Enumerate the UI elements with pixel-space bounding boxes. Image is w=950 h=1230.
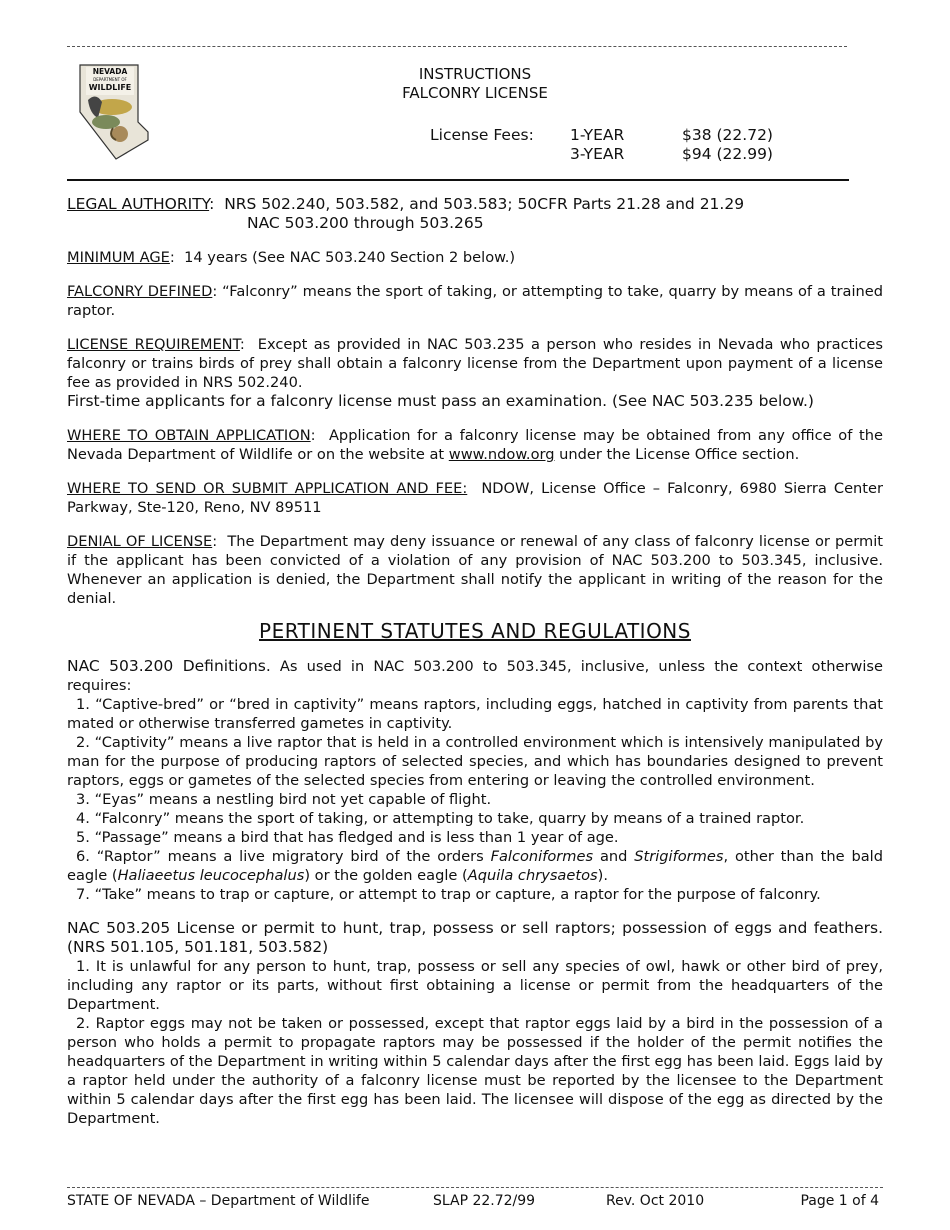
falconry-defined-text: “Falconry” means the sport of taking, or attempting to take, quarry by means of a trained raptor. <box>67 283 883 319</box>
where-to-send-text: NDOW, License Office – Falconry, 6980 Sierra Center Parkway, Ste-120, Reno, NV 89511 <box>67 480 883 516</box>
definition-item-raptor <box>67 847 883 885</box>
where-to-send <box>67 479 883 517</box>
strigiformes-term: Strigiformes <box>634 848 724 865</box>
nac-503-205 <box>67 919 883 957</box>
nac-205-heading: NAC 503.205 License or permit to hunt, trap, possess or sell raptors; possession of eggs and feathers. <box>67 919 883 937</box>
minimum-age: MINIMUM AGE: 14 years (See NAC 503.240 Section 2 below.) <box>67 249 516 266</box>
footer-form-number: SLAP 22.72/99 <box>433 1193 536 1209</box>
footer-dashed-rule <box>67 1187 883 1188</box>
license-requirement-exam: First-time applicants for a falconry license must pass an examination. (See NAC 503.235 below.) <box>67 392 814 410</box>
doc-title-line1: INSTRUCTIONS <box>418 65 532 83</box>
raptor-def-part2: , other than the bald eagle ( <box>67 848 884 884</box>
footer-revision: Rev. Oct 2010 <box>606 1193 705 1209</box>
raptor-def-part4: ). <box>597 867 608 884</box>
footer-page-number: Page 1 of 4 <box>800 1193 879 1209</box>
bald-eagle-term: Haliaeetus leucocephalus <box>117 867 305 884</box>
minimum-age-label: MINIMUM AGE <box>67 249 170 266</box>
definition-item: 4. “Falconry” means the sport of taking, or attempting to take, quarry by means of a trained raptor. <box>76 810 805 827</box>
nac-205-item: 1. It is unlawful for any person to hunt, trap, possess or sell any species of owl, hawk or other bird of prey, including any raptor or its parts, without first obtaining a license or permit from the headquarters of the Department. <box>67 958 883 1013</box>
definition-item: 7. “Take” means to trap or capture, or attempt to trap or capture, a raptor for the purpose of falconry. <box>76 886 821 903</box>
raptor-def-and: and <box>599 848 628 865</box>
legal-authority: LEGAL AUTHORITY: NRS 502.240, 503.582, and 503.583; 50CFR Parts 21.28 and 21.29 <box>67 195 745 213</box>
nac-200-intro: As used in NAC 503.200 to 503.345, inclusive, unless the context otherwise requires: <box>67 658 883 694</box>
golden-eagle-term: Aquila chrysaetos <box>467 867 598 884</box>
ndow-logo <box>78 62 150 160</box>
where-to-obtain-text: Application for a falconry license may be obtained from any office of the Nevada Department of Wildlife or on the website at <box>67 427 884 463</box>
nac-205-refs: (NRS 501.105, 501.181, 503.582) <box>67 938 329 956</box>
header-divider <box>67 179 849 181</box>
legal-authority-line1: NRS 502.240, 503.582, and 503.583; 50CFR Parts 21.28 and 21.29 <box>224 195 745 213</box>
fee-term-3year: 3-YEAR <box>570 145 625 163</box>
where-to-obtain-text-after: under the License Office section. <box>559 446 800 463</box>
falconiformes-term: Falconiformes <box>490 848 594 865</box>
definition-item: 5. “Passage” means a bird that has fledged and is less than 1 year of age. <box>76 829 619 846</box>
license-requirement: LICENSE REQUIREMENT: Except as provided in NAC 503.235 a person who resides in Nevada who practices falconry or trains birds of prey shall obtain a falconry license from the Department upon payment of a license fee as provided in NRS 502.240. <box>67 336 884 391</box>
nac-503-200 <box>67 657 883 695</box>
legal-authority-label: LEGAL AUTHORITY <box>67 195 210 213</box>
statutes-title <box>67 619 883 643</box>
logo-text-nevada: NEVADA <box>92 67 128 76</box>
footer-agency: STATE OF NEVADA – Department of Wildlife <box>67 1193 370 1209</box>
legal-authority-line2: NAC 503.200 through 503.265 <box>247 214 484 232</box>
where-to-obtain: WHERE TO OBTAIN APPLICATION: Application for a falconry license may be obtained from any office of the Nevada Department of Wildlife or on the website at www.ndow.org under the License Office section. <box>67 427 884 463</box>
document-body <box>67 195 883 1128</box>
license-requirement-text: Except as provided in NAC 503.235 a person who resides in Nevada who practices falconry or trains birds of prey shall obtain a falconry license from the Department upon payment of a license fee as provided in NRS 502.240. <box>67 336 884 391</box>
falconry-defined: FALCONRY DEFINED: “Falconry” means the sport of taking, or attempting to take, quarry by means of a trained raptor. <box>67 283 883 319</box>
definition-item: 3. “Eyas” means a nestling bird not yet capable of flight. <box>76 791 492 808</box>
minimum-age-text: 14 years (See NAC 503.240 Section 2 below.) <box>184 249 516 266</box>
ndow-website-link[interactable]: www.ndow.org <box>448 446 555 463</box>
logo-text-department: DEPARTMENT OF <box>93 77 127 82</box>
falconry-defined-label: FALCONRY DEFINED <box>67 283 213 300</box>
definition-item: 1. “Captive-bred” or “bred in captivity” means raptors, including eggs, hatched in captivity from parents that mated or otherwise transferred gametes in captivity. <box>67 696 883 732</box>
nac-200-heading: NAC 503.200 Definitions. <box>67 657 271 675</box>
definition-item: 2. “Captivity” means a live raptor that is held in a controlled environment which is intensively manipulated by man for the purpose of producing raptors of selected species, and which has boundaries designed to prevent raptors, eggs or gametes of the selected species from entering or leaving the controlled environment. <box>67 734 883 789</box>
nac-205-item: 2. Raptor eggs may not be taken or possessed, except that raptor eggs laid by a bird in the possession of a person who holds a permit to propagate raptors may be possessed if the holder of the permit notifies the headquarters of the Department in writing within 5 calendar days after the first egg has been laid. Eggs laid by a raptor held under the authority of a falconry license must be reported by the licensee to the Department within 5 calendar days after the first egg has been laid. The licensee will dispose of the egg as directed by the Department. <box>67 1015 883 1127</box>
fee-price-3year: $94 (22.99) <box>682 145 773 163</box>
license-requirement-label: LICENSE REQUIREMENT <box>67 336 240 353</box>
fees-label: License Fees: <box>430 126 534 144</box>
fee-term-1year: 1-YEAR <box>570 126 625 144</box>
denial-of-license: DENIAL OF LICENSE: The Department may deny issuance or renewal of any class of falconry license or permit if the applicant has been convicted of a violation of any provision of NAC 503.200 to 503.345, inclusive. Whenever an application is denied, the Department shall notify the applicant in writing of the reason for the denial. <box>67 533 884 607</box>
raptor-def-part1: 6. “Raptor” means a live migratory bird of the orders <box>76 848 484 865</box>
raptor-def-part3: ) or the golden eagle ( <box>304 867 468 884</box>
denial-label: DENIAL OF LICENSE <box>67 533 213 550</box>
fee-price-1year: $38 (22.72) <box>682 126 773 144</box>
denial-text: The Department may deny issuance or renewal of any class of falconry license or permit if the applicant has been convicted of a violation of any provision of NAC 503.200 to 503.345, inclusive. Whenever an application is denied, the Department shall notify the applicant in writing of the reason for the denial. <box>67 533 884 607</box>
where-to-send-label: WHERE TO SEND OR SUBMIT APPLICATION AND FEE: <box>67 480 468 497</box>
doc-title-line2: FALCONRY LICENSE <box>402 84 548 102</box>
logo-text-wildlife: WILDLIFE <box>88 83 132 92</box>
statutes-title-text: PERTINENT STATUTES AND REGULATIONS <box>259 619 691 643</box>
where-to-obtain-label: WHERE TO OBTAIN APPLICATION <box>67 427 311 444</box>
top-dashed-rule <box>67 46 847 47</box>
